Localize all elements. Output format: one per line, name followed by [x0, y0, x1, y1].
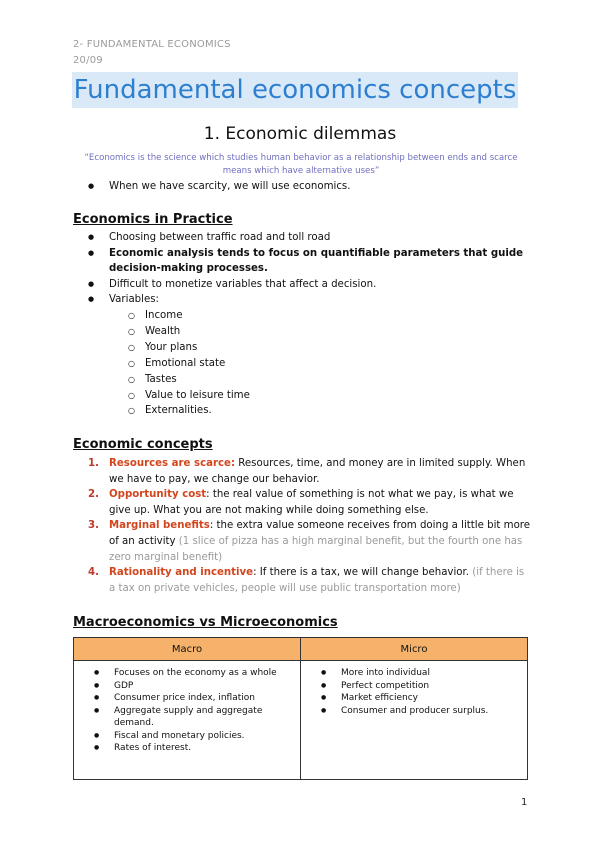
variables-label: Variables: — [109, 294, 159, 306]
list-item: ● When we have scarcity, we will use economics. — [73, 179, 533, 195]
concept-term: Opportunity cost — [109, 489, 207, 501]
concept-item: 1. Resources are scarce: Resources, time, and money are in limited supply. When we have to pay, we change our behavior. — [88, 458, 526, 485]
concept-note: (if there is a tax on private vehicles, people will use public transportation more) — [109, 567, 525, 594]
concept-term: Resources are scarce: — [109, 458, 236, 469]
list-item: ● Difficult to monetize variables that affect a decision. — [73, 277, 533, 293]
list-item: ○ Your plans — [73, 340, 533, 356]
macro-micro-table — [73, 637, 528, 780]
list-item: ○ Emotional state — [73, 356, 533, 372]
macro-cell — [74, 661, 301, 780]
concepts-list — [73, 456, 533, 596]
section-heading-dilemmas: 1. Economic dilemmas — [203, 124, 397, 144]
page-title: Fundamental economics concepts — [72, 72, 518, 108]
list-item: ● GDP — [80, 680, 294, 693]
course-label: 2- FUNDAMENTAL ECONOMICS — [73, 39, 231, 50]
micro-column-header: Micro — [301, 638, 528, 661]
concept-note: (1 slice of pizza has a high marginal benefit, but the fourth one has zero marginal benefit) — [109, 535, 523, 563]
variables-list — [109, 308, 533, 419]
concept-item: 2. Opportunity cost: the real value of something is not what we pay, is what we give up. What you are not making while doing something else. — [88, 489, 514, 516]
page-number: 1 — [521, 797, 528, 808]
micro-cell — [301, 661, 528, 780]
list-item-variables — [73, 292, 533, 419]
concept-term: Rationality and incentive — [109, 567, 254, 579]
list-item: ● Choosing between traffic road and toll road — [73, 230, 533, 246]
list-item: ● Consumer and producer surplus. — [307, 705, 521, 718]
list-item: ● Aggregate supply and aggregate demand. — [80, 705, 294, 730]
concept-item: 4. Rationality and incentive: If there is a tax, we will change behavior. (if there is a tax on private vehicles, people will use public transportation more) — [88, 567, 525, 594]
practice-list — [73, 230, 533, 419]
list-item: ● Market efficiency — [307, 692, 521, 705]
document-header — [73, 37, 231, 69]
list-item: ● Rates of interest. — [80, 742, 294, 755]
list-item: ● Fiscal and monetary policies. — [80, 730, 294, 743]
date-label: 20/09 — [73, 55, 103, 66]
list-item: ○ Value to leisure time — [73, 388, 533, 404]
list-item: ● Perfect competition — [307, 680, 521, 693]
dilemmas-list — [73, 179, 533, 195]
list-item: ● More into individual — [307, 667, 521, 680]
concepts-heading: Economic concepts — [73, 437, 213, 452]
macro-micro-heading: Macroeconomics vs Microeconomics — [73, 615, 338, 630]
list-item: ○ Externalities. — [73, 403, 533, 419]
list-item: ○ Wealth — [73, 324, 533, 340]
macro-column-header: Macro — [74, 638, 301, 661]
list-item: ○ Tastes — [73, 372, 533, 388]
concept-item: 3. Marginal benefits: the extra value someone receives from doing a little bit more of an activity (1 slice of pizza has a high marginal benefit, but the fourth one has zero marginal benefit) — [88, 520, 531, 563]
list-item: ● Economic analysis tends to focus on quantifiable parameters that guide decision-making processes. — [73, 246, 533, 277]
list-item: ○ Income — [73, 308, 533, 324]
list-item: ● Focuses on the economy as a whole — [80, 667, 294, 680]
list-item: ● Consumer price index, inflation — [80, 692, 294, 705]
economics-quote: “Economics is the science which studies human behavior as a relationship between ends and scarce means which have alternative uses” — [84, 153, 518, 176]
concept-term: Marginal benefits — [109, 520, 210, 532]
practice-heading: Economics in Practice — [73, 212, 233, 227]
